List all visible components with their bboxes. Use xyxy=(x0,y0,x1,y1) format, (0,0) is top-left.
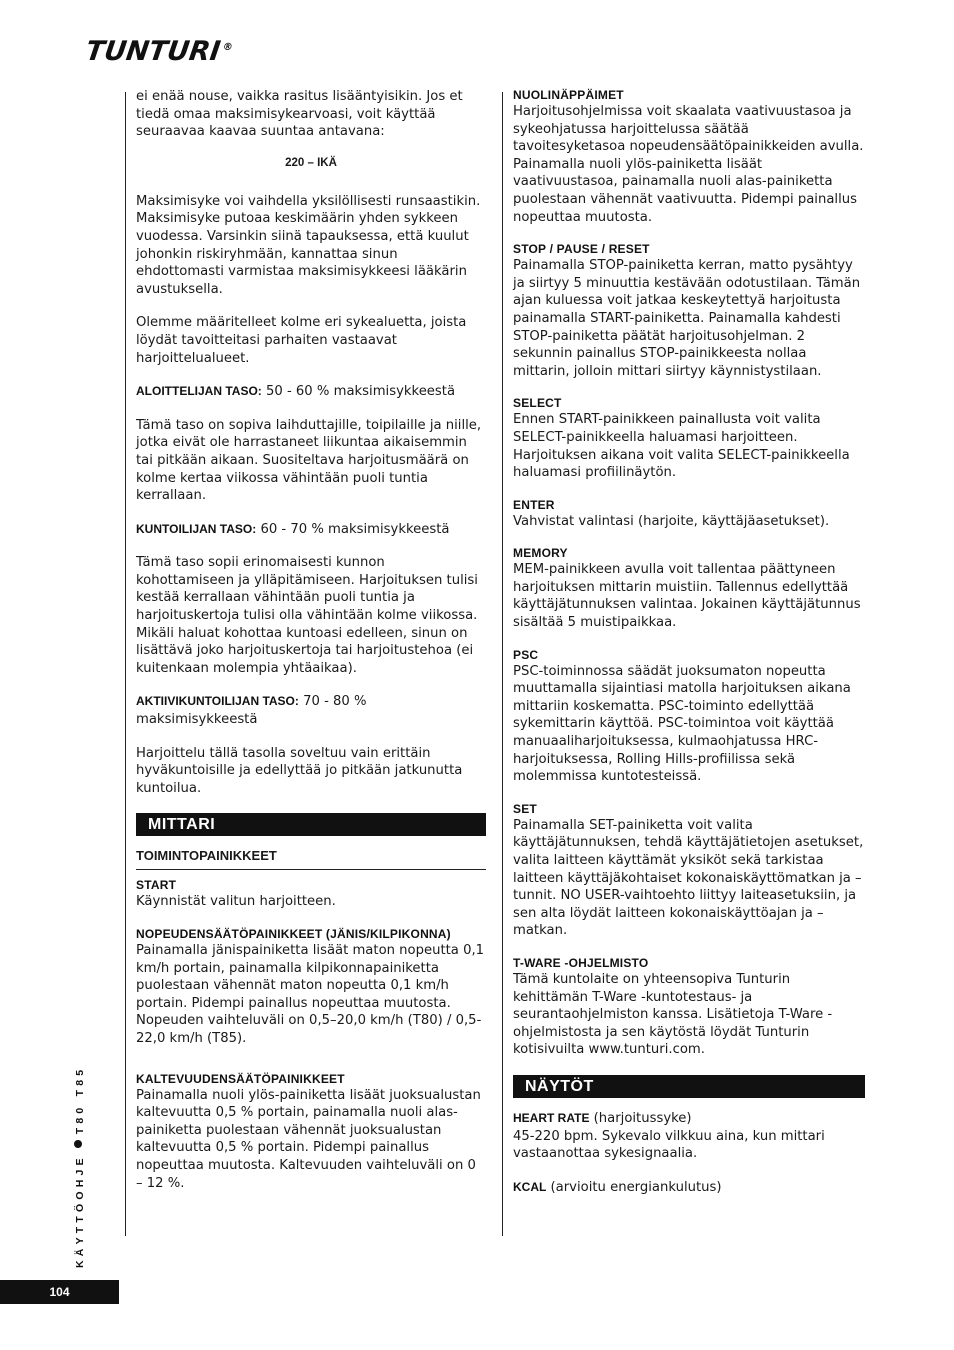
set-heading: SET xyxy=(513,801,537,816)
max-hr-paragraph: Maksimisyke voi vaihdella yksilöllisesti runsaastikin. Maksimisyke putoaa keskimäärin yhden sykkeen vuodessa. Varsinkin siinä tapauksessa, että kuulut johonkin riskiryhmään, kannattaa sinun ehdottomasti varmistaa maksimisykkeesi lääkärin avustuksella. xyxy=(136,193,481,297)
kcal-item: KCAL (arvioitu energiankulutus) xyxy=(513,1179,722,1195)
center-column-rule xyxy=(502,92,503,1236)
arrows-heading: NUOLINÄPPÄIMET xyxy=(513,88,624,102)
start-text: Käynnistät valitun harjoitteen. xyxy=(136,894,336,910)
intro-paragraph: ei enää nouse, vaikka rasitus lisääntyisikin. Jos et tiedä omaa maksimisykearvoasi, voit käyttää seuraavaa kaavaa suuntaa antavana: xyxy=(136,89,463,140)
tware-heading: T-WARE -OHJELMISTO xyxy=(513,955,649,970)
level-active: AKTIIVIKUNTOILIJAN TASO: 70 - 80 % maksimisykkeestä xyxy=(136,694,367,728)
right-column xyxy=(513,88,865,1212)
select-text: Ennen START-painikkeen painallusta voit valita SELECT-painikkeella haluamasi harjoitteen. Harjoituksen aikana voit valita SELECT-painikkeella haluamasi profiilinäytön. xyxy=(513,412,850,481)
level-beginner: ALOITTELIJAN TASO: 50 - 60 % maksimisykkeestä xyxy=(136,384,456,400)
stop-text: Painamalla STOP-painiketta kerran, matto pysähtyy ja siirtyy 5 minuuttia kestävään odotustilaan. Tämän ajan kuluessa voit jatkaa keskeytettyä harjoitusta painamalla START-painiketta. Painamalla kahdesti STOP-painiketta päätät harjoitusohjelman. 2 sekunnin painallus STOP-painikkeesta nollaa mittarin, jolloin mittari siirtyy käynnistystilaan. xyxy=(513,258,861,379)
brand-logo: TUNTURI® xyxy=(83,36,234,67)
subhead-toimintopainikkeet: TOIMINTOPAINIKKEET xyxy=(136,848,486,870)
speed-text: Painamalla jänispainiketta lisäät maton nopeutta 0,1 km/h portain, painamalla kilpikonnapainiketta puolestaan vähennät maton nopeutta 0,1 km/h portain. Pidempi painallus nopeuttaa muutosta. Nopeuden vaihteluväli on 0,5–20,0 km/h (T80) / 0,5-22,0 km/h (T85). xyxy=(136,943,485,1046)
zones-paragraph: Olemme määritelleet kolme eri sykealuetta, joista löydät tavoitteitasi parhaiten vastaavat harjoittelualueet. xyxy=(136,315,467,366)
left-column-rule xyxy=(125,92,126,1236)
set-text: Painamalla SET-painiketta voit valita käyttäjätunnuksen, tehdä käyttäjätietojen asetukset, valita laitteen käyttämät yksiköt sekä tarkistaa laitteen käyttäjäkohtaiset kokonaiskäyttömatkan ja –tunnit. NO USER-vaihtoehto liittyy laiteasetuksiin, ja sen alta löydät laitteen kokonaiskäyttöajan ja –matkan. xyxy=(513,817,864,939)
heart-rate-item: HEART RATE (harjoitussyke) xyxy=(513,1110,692,1126)
tware-text: Tämä kuntolaite on yhteensopiva Tunturin kehittämän T-Ware -kuntotestaus- ja seurantaohjelmiston kanssa. Lisätietoja T-Ware -ohjelmistosta ja sen käytöstä löydät Tunturin kotisivuilta www.tunturi.com. xyxy=(513,971,833,1058)
left-column xyxy=(136,88,486,1208)
level-beginner-text: Tämä taso on sopiva laihduttajille, toipilaille ja niille, jotka eivät ole harrastaneet liikuntaa aikaisemmin tai pitkään aikaan. Suositeltava harjoitusmäärä on kolme kertaa viikossa vähintään puoli tuntia kerrallaan. xyxy=(136,417,482,504)
speed-heading: NOPEUDENSÄÄTÖPAINIKKEET (JÄNIS/KILPIKONNA) xyxy=(136,927,451,941)
level-fitness-text: Tämä taso sopii erinomaisesti kunnon kohottamiseen ja ylläpitämiseen. Harjoituksen tulisi kestää kerrallaan vähintään puoli tuntia ja harjoituskertoja tulisi olla vähintään kolme viikossa. Mikäli haluat kohottaa kuntoasi edelleen, sinun on lisättävä joko harjoituskertoja tai harjoitustehoa (ei kuitenkaan molempia yhtäaikaa). xyxy=(136,555,478,676)
level-fitness: KUNTOILIJAN TASO: 60 - 70 % maksimisykkeestä xyxy=(136,521,450,537)
section-naytot: NÄYTÖT xyxy=(513,1075,865,1098)
max-hr-formula: 220 – IKÄ xyxy=(285,156,337,169)
enter-text: Vahvistat valintasi (harjoite, käyttäjäasetukset). xyxy=(513,513,830,529)
page-number: 104 xyxy=(0,1280,119,1304)
psc-heading: PSC xyxy=(513,647,539,662)
incline-text: Painamalla nuoli ylös-painiketta lisäät juoksualustan kaltevuutta 0,5 % portain, painamalla nuoli alas-painiketta puolestaan vähennät juoksualustan kaltevuutta 0,5 % portain. Pidempi painallus nopeuttaa muutosta. Kaltevuuden vaihteluväli on 0 – 12 %. xyxy=(136,1087,481,1191)
select-heading: SELECT xyxy=(513,396,562,411)
heart-rate-text: 45-220 bpm. Sykevalo vilkkuu aina, kun mittari vastaanottaa sykesignaalia. xyxy=(513,1128,825,1162)
start-heading: START xyxy=(136,878,177,893)
stop-heading: STOP / PAUSE / RESET xyxy=(513,242,650,257)
bullet-dot-icon xyxy=(74,1140,82,1148)
memory-heading: MEMORY xyxy=(513,546,568,561)
side-label: KÄYTTÖOHJET80 T85 xyxy=(74,1065,86,1268)
psc-text: PSC-toiminnossa säädät juoksumaton nopeutta muuttamalla sijaintiasi matolla harjoituksen aikana mittariin koskematta. PSC-toiminto edellyttää sykemittarin käyttöä. PSC-toimintoa voit käyttää manuaaliharjoituksessa, kulmaohjatussa HRC-harjoituksessa, Rolling Hills-profiilissa sekä molemmissa kuntotesteissä. xyxy=(513,663,851,785)
enter-heading: ENTER xyxy=(513,497,555,512)
memory-text: MEM-painikkeen avulla voit tallentaa päättyneen harjoituksen mittarin muistiin. Tallennus edellyttää käyttäjätunnuksen valintaa. Jokainen käyttäjätunnus sisältää 5 muistipaikkaa. xyxy=(513,562,861,631)
incline-heading: KALTEVUUDENSÄÄTÖPAINIKKEET xyxy=(136,1071,345,1086)
level-active-text: Harjoittelu tällä tasolla soveltuu vain erittäin hyväkuntoisille ja edellyttää jo pitkään jatkunutta kuntoilua. xyxy=(136,745,463,796)
section-mittari: MITTARI xyxy=(136,813,486,836)
arrows-text: Harjoitusohjelmissa voit skaalata vaativuustasoa ja sykeohjatussa harjoittelussa säätää tavoitesyketasoa nopeudensäätöpainikkeiden avulla. Painamalla nuoli ylös-painiketta lisäät vaativuustasoa, painamalla nuoli alas-painiketta puolestaan vähennät vaativuutta. Pidempi painallus nopeuttaa muutosta. xyxy=(513,104,864,225)
